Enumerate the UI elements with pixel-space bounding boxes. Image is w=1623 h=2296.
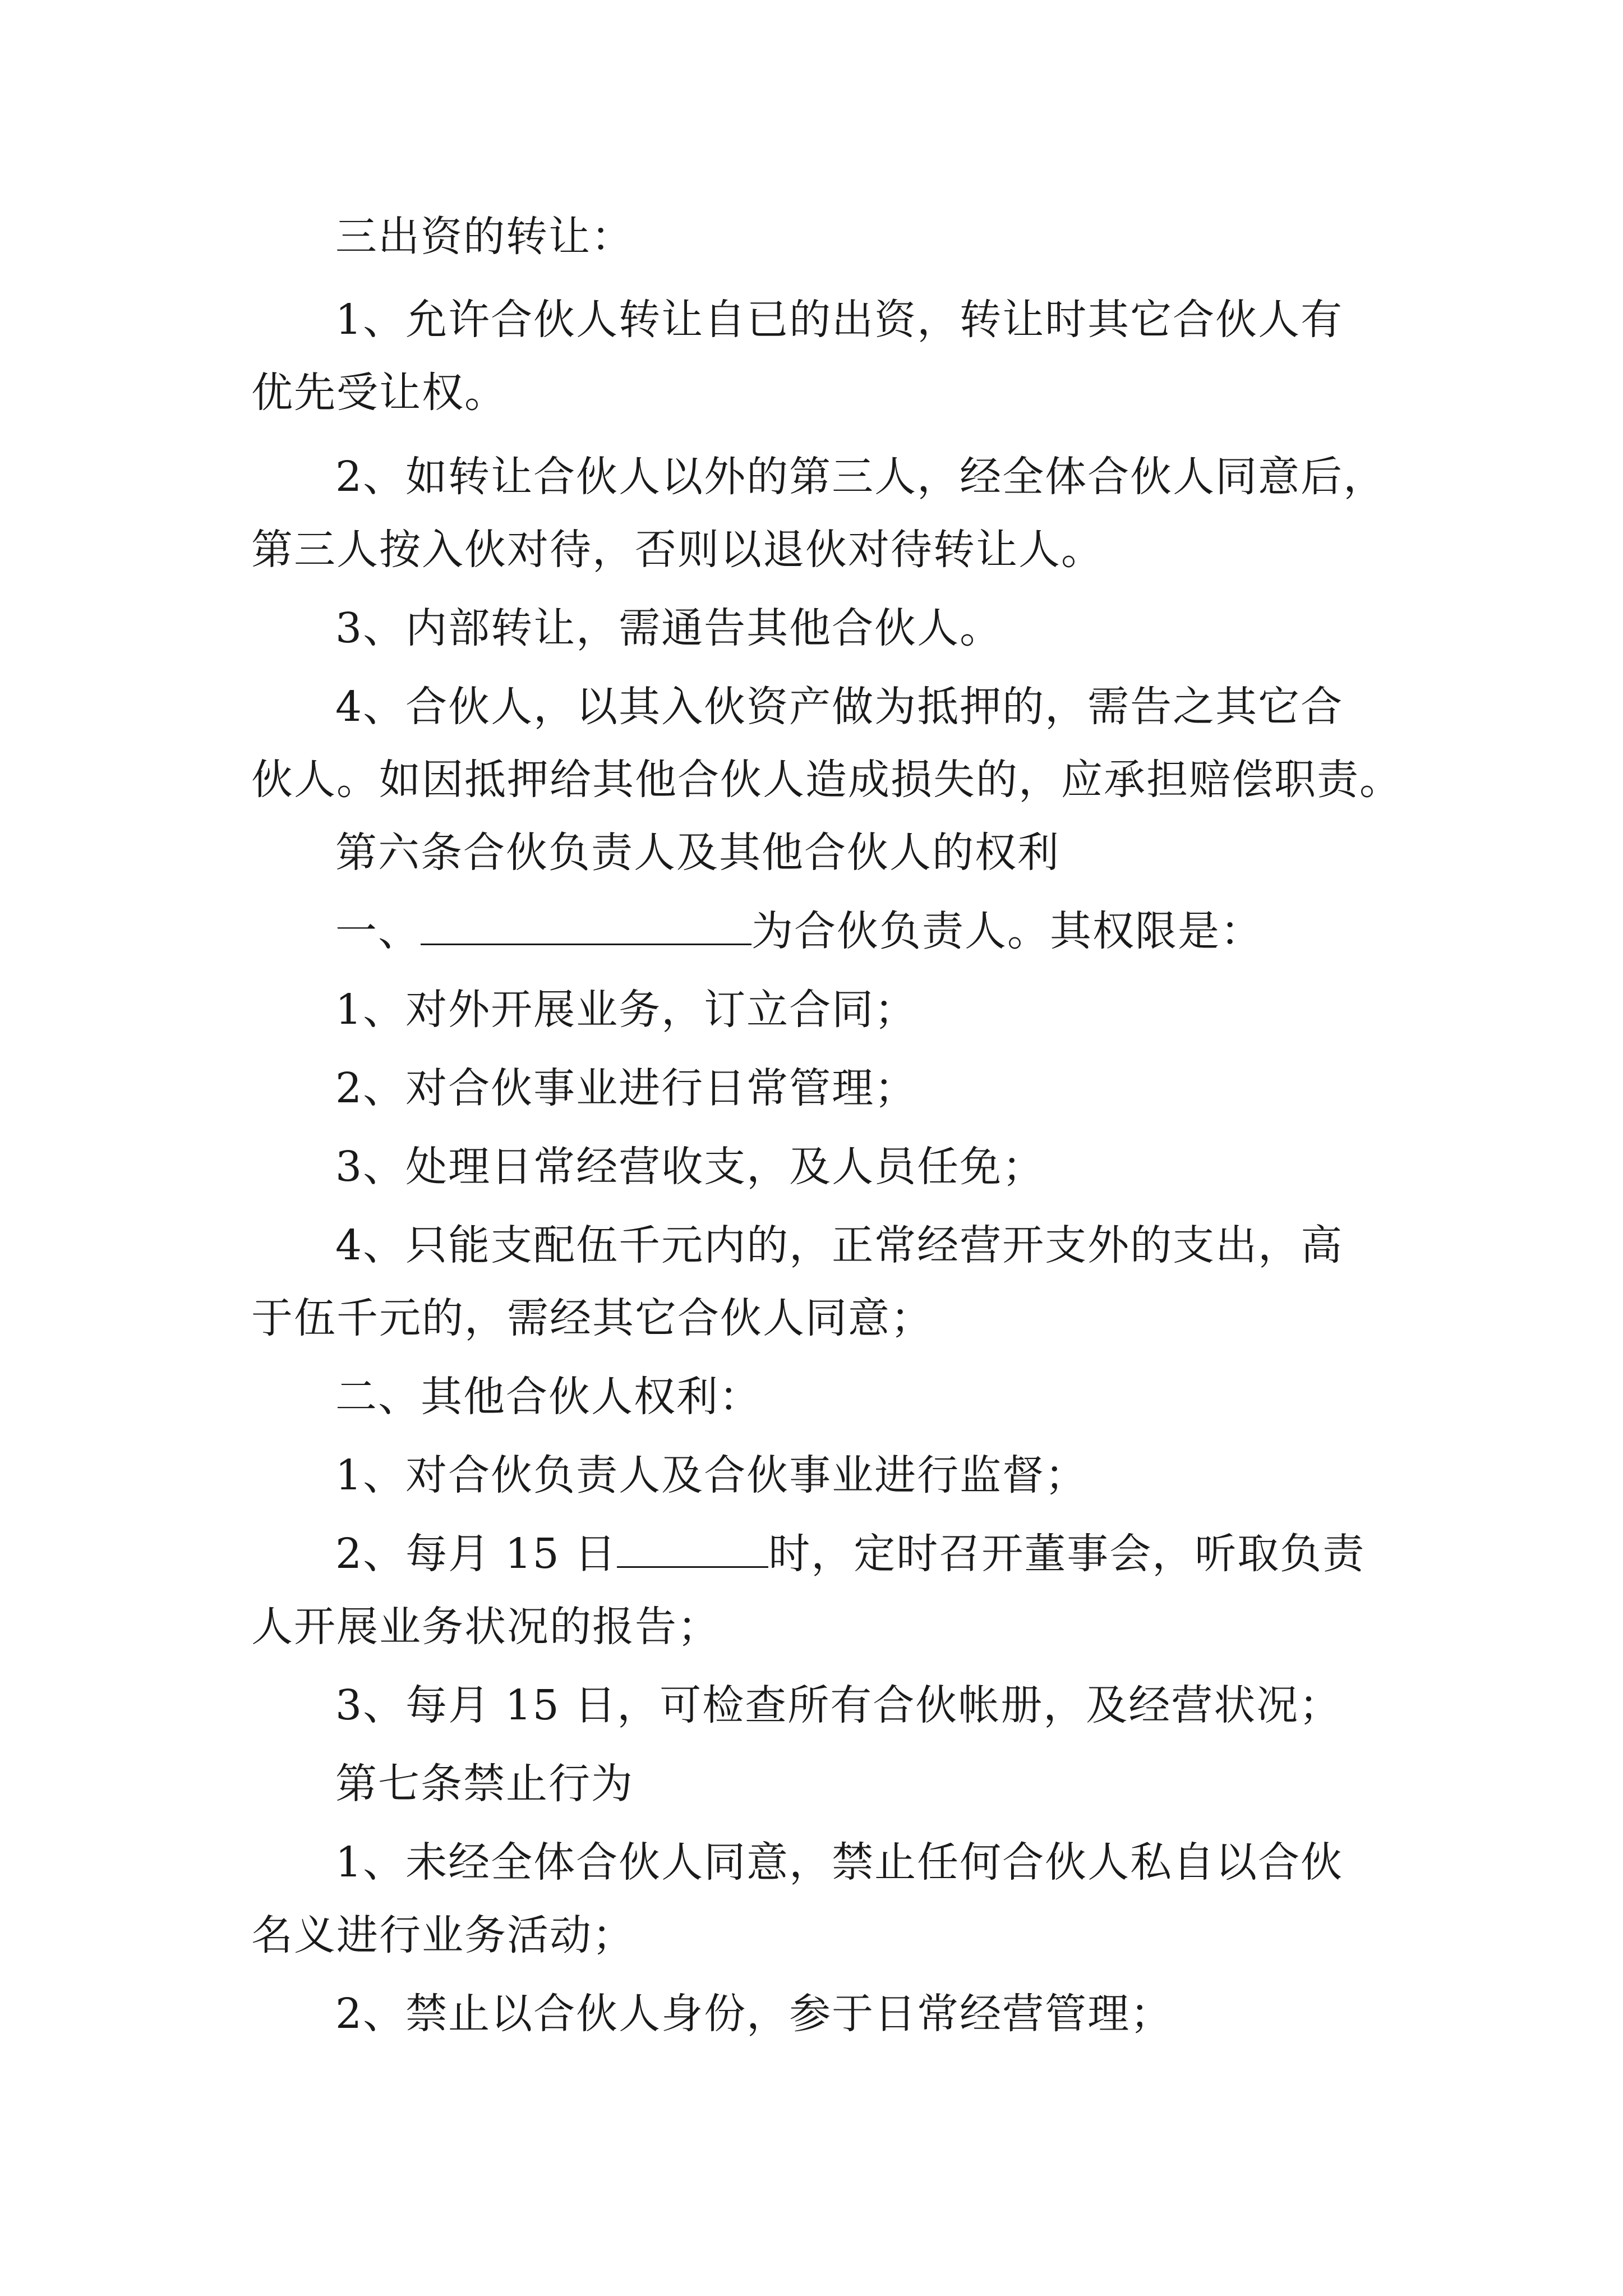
item-text: 时，定时召开董事会，听取负责	[768, 1530, 1366, 1578]
paragraph-line: 1、未经全体合伙人同意，禁止任何合伙人私自以合伙	[335, 1838, 1344, 1887]
paragraph-line: 3、每月 15 日，可检查所有合伙帐册，及经营状况；	[335, 1681, 1342, 1729]
item-prefix: 2、每月 15 日	[335, 1530, 617, 1578]
paragraph-line: 2、如转让合伙人以外的第三人，经全体合伙人同意后，	[335, 453, 1386, 501]
paragraph-line	[335, 1520, 1463, 1588]
paragraph-line: 1、对合伙负责人及合伙事业进行监督；	[335, 1451, 1088, 1499]
paragraph-line: 2、对合伙事业进行日常管理；	[335, 1064, 917, 1112]
paragraph-line: 于伍千元的，需经其它合伙人同意；	[251, 1294, 933, 1342]
fill-in-blank	[617, 1529, 768, 1568]
article-heading: 第六条合伙负责人及其他合伙人的权利	[335, 829, 1060, 877]
paragraph-line: 3、内部转让，需通告其他合伙人。	[335, 604, 1003, 652]
paragraph-line: 1、允许合伙人转让自已的出资，转让时其它合伙人有	[335, 296, 1344, 344]
paragraph-line: 3、处理日常经营收支，及人员任免；	[335, 1143, 1045, 1191]
paragraph-line: 优先受让权。	[251, 369, 507, 417]
item-prefix: 一、	[335, 907, 421, 955]
paragraph-line: 4、只能支配伍千元内的，正常经营开支外的支出，高	[335, 1221, 1344, 1269]
paragraph-line: 4、合伙人，以其入伙资产做为抵押的，需告之其它合	[335, 683, 1344, 731]
paragraph-line	[335, 898, 1463, 965]
paragraph-line: 人开展业务状况的报告；	[251, 1603, 720, 1651]
paragraph-line: 伙人。如因抵押给其他合伙人造成损失的，应承担赔偿职责。	[251, 756, 1402, 804]
section-heading: 二、其他合伙人权利：	[335, 1373, 762, 1421]
fill-in-blank	[421, 907, 751, 945]
paragraph-line: 第三人按入伙对待，否则以退伙对待转让人。	[251, 526, 1104, 574]
item-text: 为合伙负责人。其权限是：	[751, 907, 1263, 955]
paragraph-line: 1、对外开展业务，订立合同；	[335, 986, 917, 1034]
section-heading: 三出资的转让：	[335, 213, 634, 261]
paragraph-line: 2、禁止以合伙人身份，参于日常经营管理；	[335, 1990, 1173, 2038]
paragraph-line: 名义进行业务活动；	[251, 1911, 635, 1959]
article-heading: 第七条禁止行为	[335, 1760, 634, 1808]
